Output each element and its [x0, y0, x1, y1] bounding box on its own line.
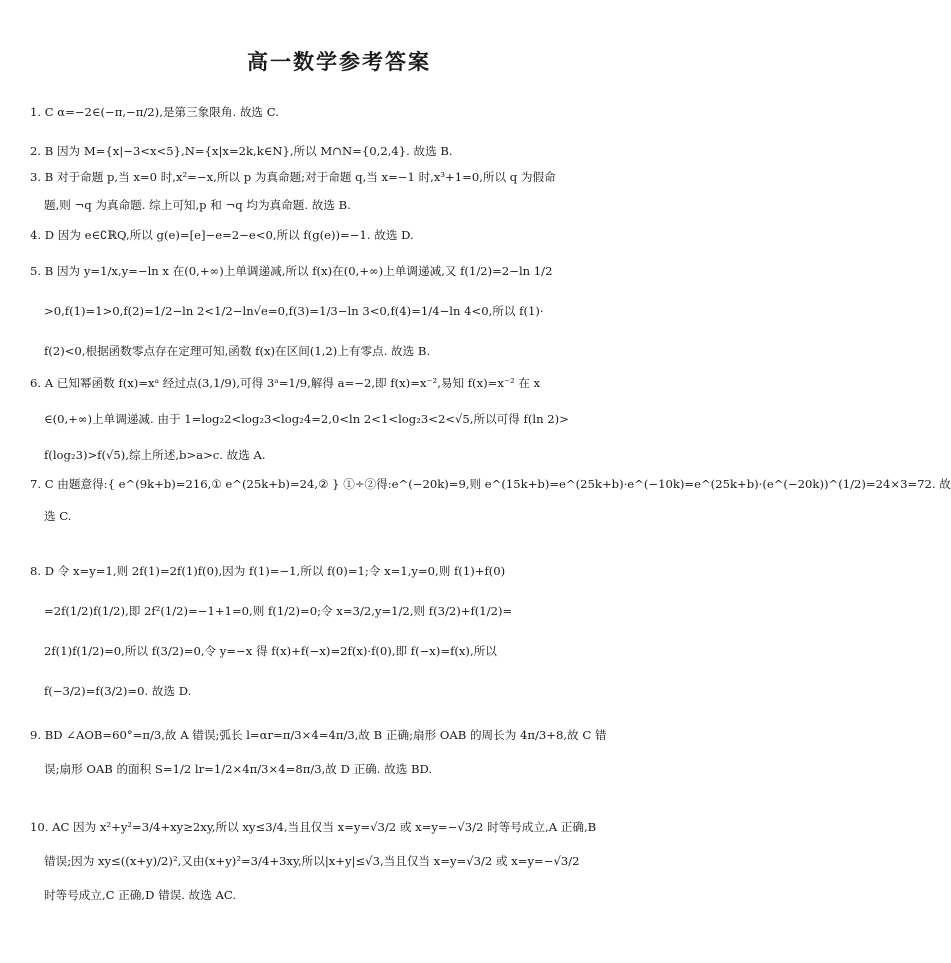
answer-9-line-2: 误;扇形 OAB 的面积 S=1/2 lr=1/2×4π/3×4=8π/3,故 D 正确. 故选 BD.	[44, 762, 433, 776]
answer-5-line-3: f(2)<0,根据函数零点存在定理可知,函数 f(x)在区间(1,2)上有零点. 故选 B.	[44, 344, 431, 358]
answer-7-line-1: 7. C 由题意得:{ e^(9k+b)=216,① e^(25k+b)=24,② } ①÷②得:e^(−20k)=9,则 e^(15k+b)=e^(25k+b)·e^(−10k)=e^(25k+b)·(e^(−20k))^(1/2)=24×3=72. 故	[30, 477, 951, 491]
answer-10-line-2: 错误;因为 xy≤((x+y)/2)²,又由(x+y)²=3/4+3xy,所以|x+y|≤√3,当且仅当 x=y=√3/2 或 x=y=−√3/2	[44, 854, 580, 868]
answer-4-line-1: 4. D 因为 e∈∁ℝQ,所以 g(e)=[e]−e=2−e<0,所以 f(g(e))=−1. 故选 D.	[30, 228, 414, 242]
answer-9-line-1: 9. BD ∠AOB=60°=π/3,故 A 错误;弧长 l=αr=π/3×4=4π/3,故 B 正确;扇形 OAB 的周长为 4π/3+8,故 C 错	[30, 728, 607, 742]
answer-10-line-1: 10. AC 因为 x²+y²=3/4+xy≥2xy,所以 xy≤3/4,当且仅当 x=y=√3/2 或 x=y=−√3/2 时等号成立,A 正确,B	[30, 820, 597, 834]
answer-8-line-4: f(−3/2)=f(3/2)=0. 故选 D.	[44, 684, 192, 698]
answer-5-line-1: 5. B 因为 y=1/x,y=−ln x 在(0,+∞)上单调递减,所以 f(x)在(0,+∞)上单调递减,又 f(1/2)=2−ln 1/2	[30, 264, 553, 278]
answer-5-line-2: >0,f(1)=1>0,f(2)=1/2−ln 2<1/2−ln√e=0,f(3)=1/3−ln 3<0,f(4)=1/4−ln 4<0,所以 f(1)·	[44, 304, 544, 318]
answer-8-line-2: =2f(1/2)f(1/2),即 2f²(1/2)=−1+1=0,则 f(1/2)=0;令 x=3/2,y=1/2,则 f(3/2)+f(1/2)=	[44, 604, 513, 618]
answer-6-line-1: 6. A 已知幂函数 f(x)=xᵃ 经过点(3,1/9),可得 3ᵃ=1/9,解得 a=−2,即 f(x)=x⁻²,易知 f(x)=x⁻² 在 x	[30, 376, 541, 390]
answer-7-line-2: 选 C.	[44, 509, 72, 523]
answer-6-line-2: ∈(0,+∞)上单调递减. 由于 1=log₂2<log₂3<log₂4=2,0<ln 2<1<log₂3<2<√5,所以可得 f(ln 2)>	[44, 412, 569, 426]
answer-8-line-1: 8. D 令 x=y=1,则 2f(1)=2f(1)f(0),因为 f(1)=−1,所以 f(0)=1;令 x=1,y=0,则 f(1)+f(0)	[30, 564, 506, 578]
answer-6-line-3: f(log₂3)>f(√5),综上所述,b>a>c. 故选 A.	[44, 448, 266, 462]
answer-3-line-2: 题,则 ¬q 为真命题. 综上可知,p 和 ¬q 均为真命题. 故选 B.	[44, 198, 351, 212]
answer-1-line-1: 1. C α=−2∈(−π,−π/2),是第三象限角. 故选 C.	[30, 105, 279, 119]
answer-8-line-3: 2f(1)f(1/2)=0,所以 f(3/2)=0,令 y=−x 得 f(x)+f(−x)=2f(x)·f(0),即 f(−x)=f(x),所以	[44, 644, 497, 658]
answer-10-line-3: 时等号成立,C 正确,D 错误. 故选 AC.	[44, 888, 237, 902]
answer-2-line-1: 2. B 因为 M={x|−3<x<5},N={x|x=2k,k∈N},所以 M∩N={0,2,4}. 故选 B.	[30, 144, 453, 158]
page-title: 高一数学参考答案	[247, 50, 431, 74]
answer-3-line-1: 3. B 对于命题 p,当 x=0 时,x²=−x,所以 p 为真命题;对于命题 q,当 x=−1 时,x³+1=0,所以 q 为假命	[30, 170, 556, 184]
